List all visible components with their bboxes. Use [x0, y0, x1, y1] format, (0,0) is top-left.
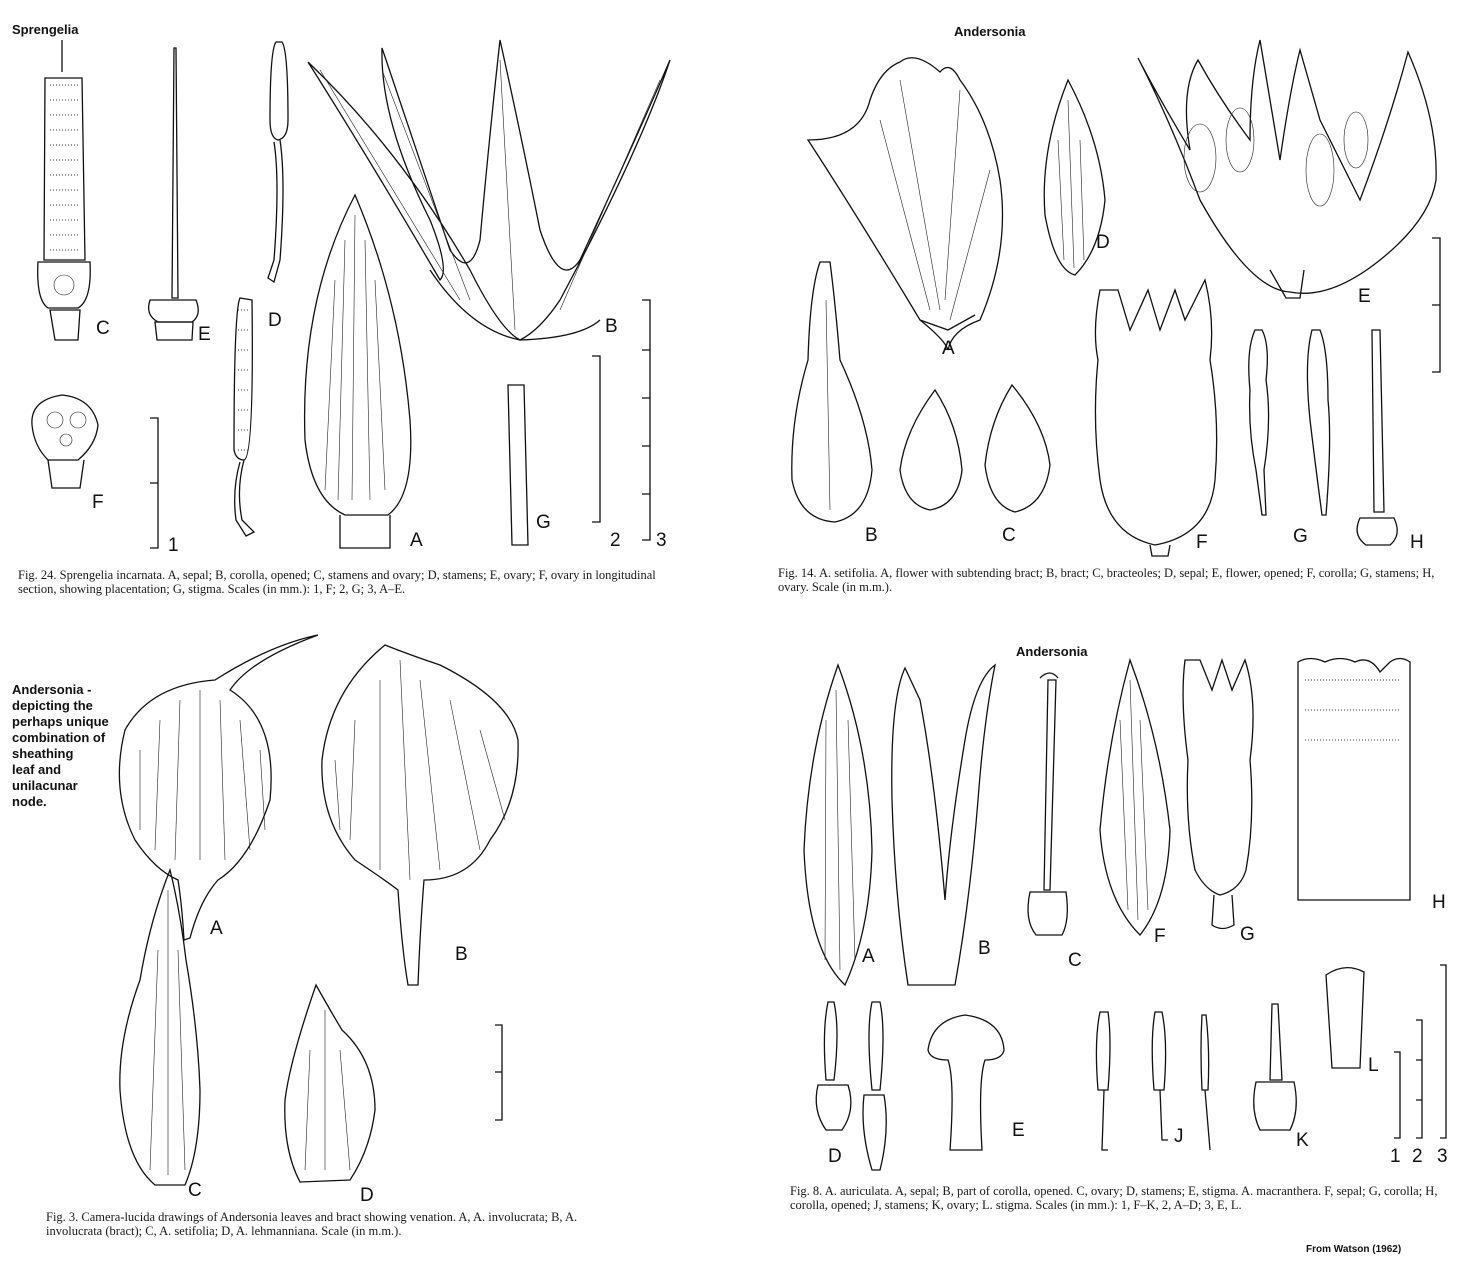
sprengelia-scale-bars: [150, 300, 650, 548]
setifolia-label-h: H: [1410, 532, 1424, 553]
sprengelia-fig-d: [234, 42, 288, 536]
sprengelia-fig-e: [149, 48, 199, 340]
auriculata-label-a: A: [862, 946, 875, 967]
auriculata-label-l: L: [1368, 1055, 1379, 1076]
sprengelia-fig-g: [508, 385, 528, 545]
sprengelia-scale-1: 1: [168, 535, 179, 556]
sprengelia-fig-f: [32, 395, 98, 488]
setifolia-title: Andersonia: [954, 24, 1026, 39]
auriculata-scale-1: 1: [1390, 1146, 1401, 1167]
setifolia-fig-f: [1095, 280, 1216, 556]
setifolia-label-f: F: [1196, 532, 1208, 553]
sprengelia-scale-3: 3: [656, 530, 667, 551]
leaves-note-line: node.: [12, 794, 47, 809]
setifolia-label-e: E: [1358, 286, 1371, 307]
auriculata-scale-bars: [1394, 965, 1446, 1138]
sprengelia-fig-c: [38, 40, 91, 340]
auriculata-fig-d: [816, 1002, 886, 1170]
setifolia-fig-e: [1138, 40, 1436, 298]
sprengelia-label-b: B: [605, 316, 618, 337]
auriculata-fig-b: [892, 665, 995, 985]
sprengelia-caption: Fig. 24. Sprengelia incarnata. A, sepal; B, corolla, opened; C, stamens and ovary; D, stamens; E, ovary; F, ovary in longitudinal section, showing placentation; G, stigma. Scales (in mm.): 1, F; 2, G; 3, A–E.: [18, 568, 656, 596]
auriculata-label-k: K: [1296, 1130, 1309, 1151]
leaves-fig-b: [322, 645, 518, 985]
auriculata-caption: Fig. 8. A. auriculata. A, sepal; B, part of corolla, opened. C, ovary; D, stamens; E, stigma. A. macranthera. F, sepal; G, corolla; H, corolla, opened; J, stamens; K, ovary; L. stigma. Scales (in mm.): 1, F–K, 2, A–D; 3, E, L.: [790, 1184, 1438, 1212]
leaves-note-line: combination of: [12, 730, 106, 745]
leaves-scale-bar: [495, 1025, 502, 1120]
setifolia-fig-c: [900, 385, 1050, 512]
leaves-label-b: B: [455, 944, 468, 965]
leaves-note-line: perhaps unique: [12, 714, 109, 729]
auriculata-scale-2: 2: [1412, 1146, 1423, 1167]
setifolia-fig-a: [808, 58, 1003, 350]
source-credit: From Watson (1962): [1306, 1244, 1402, 1255]
auriculata-label-g: G: [1240, 924, 1255, 945]
auriculata-label-h: H: [1432, 892, 1446, 913]
leaves-note: [12, 682, 124, 810]
setifolia-fig-g: [1249, 330, 1330, 515]
sprengelia-fig-a: [305, 195, 411, 548]
leaves-note-line: leaf and unilacunar: [12, 762, 78, 793]
auriculata-title: Andersonia: [1016, 644, 1088, 659]
auriculata-fig-l: [1326, 968, 1364, 1068]
leaves-label-d: D: [360, 1185, 374, 1206]
leaves-note-line: depicting the: [12, 698, 93, 713]
auriculata-label-b: B: [978, 938, 991, 959]
setifolia-label-c: C: [1002, 525, 1016, 546]
auriculata-label-f: F: [1154, 926, 1166, 947]
setifolia-caption: Fig. 14. A. setifolia. A, flower with subtending bract; B, bract; C, bracteoles; D, sepal; E, flower, opened; F, corolla; G, stamens; H, ovary. Scale (in m.m.).: [778, 566, 1435, 594]
auriculata-fig-h: [1298, 659, 1410, 901]
auriculata-fig-g: [1183, 660, 1253, 929]
leaves-note-line: sheathing: [12, 746, 74, 761]
leaves-fig-c: [120, 870, 200, 1185]
leaves-label-c: C: [188, 1180, 202, 1201]
auriculata-fig-e: [928, 1015, 1004, 1150]
sprengelia-label-c: C: [96, 318, 110, 339]
auriculata-label-c: C: [1068, 950, 1082, 971]
setifolia-fig-b: [792, 262, 872, 522]
sprengelia-title: Sprengelia: [12, 22, 79, 37]
auriculata-label-d: D: [828, 1146, 842, 1167]
leaves-fig-a: [119, 635, 318, 940]
auriculata-scale-3: 3: [1437, 1146, 1448, 1167]
sprengelia-label-a: A: [410, 530, 423, 551]
auriculata-fig-c: [1028, 673, 1067, 935]
sprengelia-label-f: F: [92, 492, 104, 513]
auriculata-fig-a: [804, 665, 872, 985]
setifolia-label-b: B: [865, 525, 878, 546]
auriculata-label-j: J: [1174, 1126, 1184, 1147]
setifolia-scale-bar: [1432, 238, 1440, 372]
sprengelia-fig-b: [308, 40, 670, 340]
sprengelia-label-g: G: [536, 512, 551, 533]
auriculata-fig-f: [1100, 660, 1170, 935]
setifolia-label-a: A: [942, 338, 955, 359]
leaves-note-line: Andersonia -: [12, 682, 92, 697]
sprengelia-scale-2: 2: [610, 530, 621, 551]
leaves-fig-d: [285, 985, 375, 1182]
setifolia-label-g: G: [1293, 526, 1308, 547]
setifolia-label-d: D: [1096, 232, 1110, 253]
auriculata-label-e: E: [1012, 1120, 1025, 1141]
auriculata-fig-j: [1096, 1012, 1210, 1150]
sprengelia-label-d: D: [268, 310, 282, 331]
leaves-label-a: A: [210, 918, 223, 939]
leaves-caption: Fig. 3. Camera-lucida drawings of Andersonia leaves and bract showing venation. A, A. involucrata; B, A. involucrata (bract); C, A. setifolia; D, A. lehmanniana. Scale (in m.m.).: [46, 1210, 578, 1238]
setifolia-fig-h: [1357, 330, 1397, 545]
sprengelia-label-e: E: [198, 324, 211, 345]
auriculata-fig-k: [1254, 1004, 1297, 1130]
